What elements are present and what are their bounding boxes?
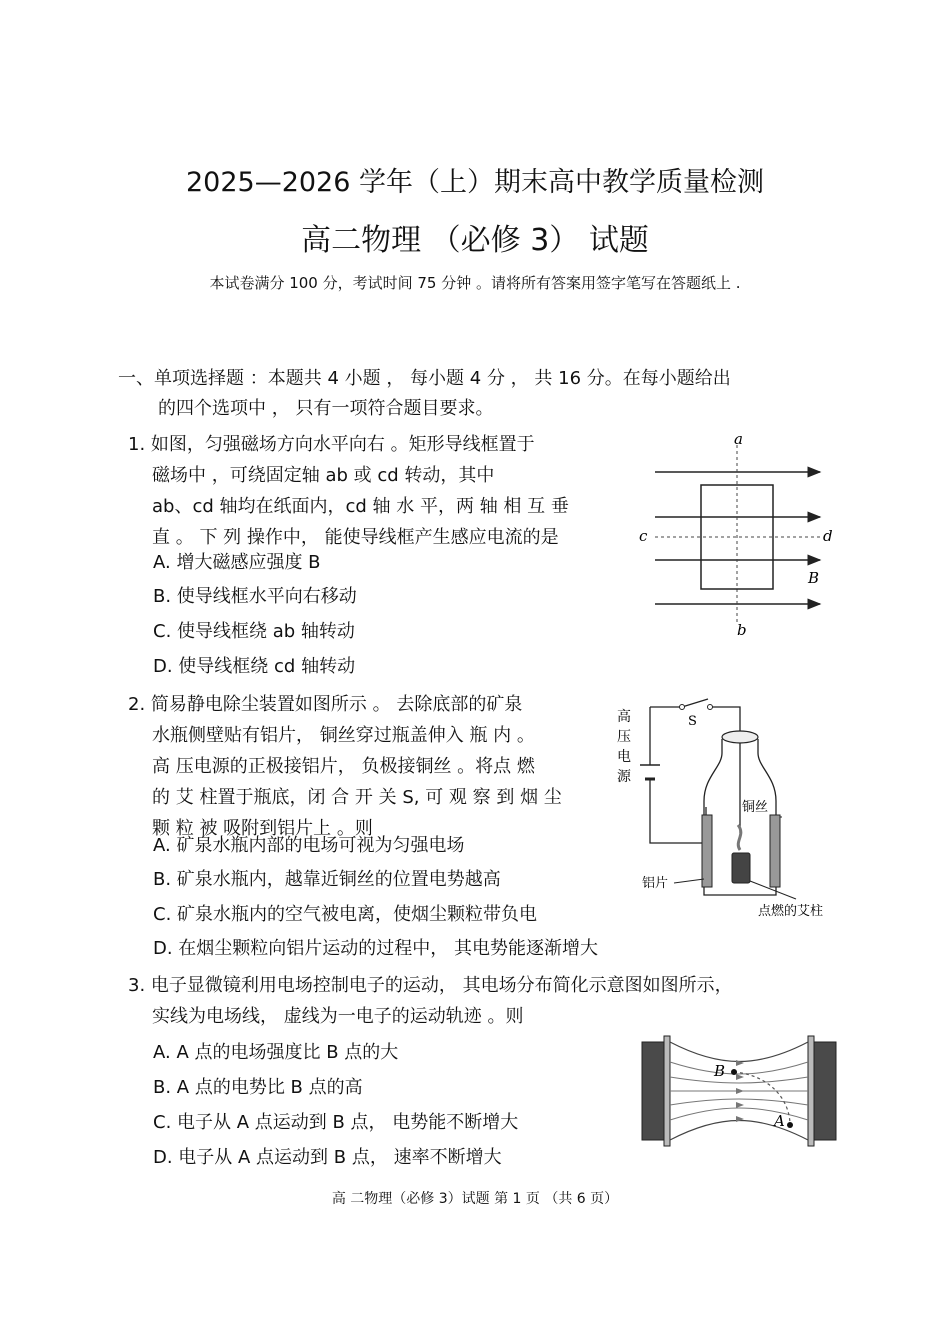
q1-line: 直 。 下 列 操作中， 能使导线框产生感应电流的是 bbox=[152, 527, 559, 548]
section-heading-line1: 一、单项选择题 ：本题共 4 小题 ， 每小题 4 分 ， 共 16 分。在每小题给出 bbox=[118, 368, 731, 389]
q3-figure bbox=[640, 1030, 840, 1155]
switch-contact bbox=[680, 705, 685, 710]
field-line-top bbox=[670, 1042, 808, 1062]
q1-option-a: A. 增大磁感应强度 B bbox=[153, 552, 321, 573]
q3-option-c: C. 电子从 A 点运动到 B 点， 电势能不断增大 bbox=[153, 1112, 519, 1133]
electrode-left-plate bbox=[664, 1036, 670, 1146]
exam-title: 2025—2026 学年（上）期末高中教学质量检测 bbox=[185, 167, 764, 198]
q1-option-d: D. 使导线框绕 cd 轴转动 bbox=[153, 656, 356, 677]
label-switch: S bbox=[688, 714, 697, 729]
smoke bbox=[738, 825, 741, 850]
field-arrow bbox=[736, 1102, 744, 1108]
label-power-2: 压 bbox=[617, 729, 631, 745]
label-b: b bbox=[737, 621, 747, 639]
q2-text bbox=[128, 689, 562, 844]
switch-blade bbox=[682, 699, 708, 707]
label-A: A bbox=[774, 1112, 785, 1130]
point-B bbox=[731, 1069, 737, 1075]
field-arrow bbox=[736, 1074, 744, 1080]
q2-figure bbox=[612, 695, 852, 925]
label-a: a bbox=[734, 430, 743, 448]
q1-option-b: B. 使导线框水平向右移动 bbox=[153, 586, 357, 607]
aluminum-foil bbox=[770, 815, 780, 887]
q2-line: 水瓶侧壁贴有铝片， 铜丝穿过瓶盖伸入 瓶 内 。 bbox=[152, 725, 535, 746]
page-footer: 高 二物理（必修 3）试题 第 1 页 （共 6 页） bbox=[331, 1191, 619, 1207]
section-heading-line2: 的四个选项中 ， 只有一项符合题目要求。 bbox=[158, 398, 494, 419]
electrode-right-plate bbox=[808, 1036, 814, 1146]
q2-line: 2. 简易静电除尘装置如图所示 。 去除底部的矿泉 bbox=[128, 694, 523, 715]
q1-figure bbox=[630, 430, 850, 640]
field-arrow bbox=[736, 1088, 744, 1094]
q1-line: 磁场中 ，可绕固定轴 ab 或 cd 转动，其中 bbox=[152, 465, 495, 486]
q1-text bbox=[128, 429, 569, 553]
q2-option-b: B. 矿泉水瓶内，越靠近铜丝的位置电势越高 bbox=[153, 869, 501, 890]
q2-option-d: D. 在烟尘颗粒向铝片运动的过程中， 其电势能逐渐增大 bbox=[153, 938, 599, 959]
label-moxa: 点燃的艾柱 bbox=[758, 904, 824, 919]
q3-text bbox=[128, 970, 733, 1032]
q1-option-c: C. 使导线框绕 ab 轴转动 bbox=[153, 621, 355, 642]
exam-subtitle: 高二物理 （必修 3） 试题 bbox=[301, 223, 649, 258]
label-power-1: 高 bbox=[617, 709, 631, 725]
bottle-cap bbox=[722, 731, 758, 743]
field-line-bottom bbox=[670, 1121, 808, 1141]
label-foil: 铝片 bbox=[642, 876, 669, 891]
label-copper: 铜丝 bbox=[742, 800, 769, 815]
q2-line: 的 艾 柱置于瓶底，闭 合 开 关 S, 可 观 察 到 烟 尘 bbox=[152, 787, 562, 808]
q2-option-c: C. 矿泉水瓶内的空气被电离，使烟尘颗粒带负电 bbox=[153, 904, 538, 925]
moxa-stick bbox=[732, 853, 750, 883]
label-d: d bbox=[823, 527, 833, 545]
label-B: B bbox=[714, 1062, 726, 1080]
label-power-3: 电 bbox=[617, 749, 631, 765]
exam-note: 本试卷满分 100 分，考试时间 75 分钟 。请将所有答案用签字笔写在答题纸上 . bbox=[209, 274, 741, 292]
q2-option-a: A. 矿泉水瓶内部的电场可视为匀强电场 bbox=[153, 835, 465, 856]
point-A bbox=[787, 1122, 793, 1128]
q3-option-d: D. 电子从 A 点运动到 B 点， 速率不断增大 bbox=[153, 1147, 502, 1168]
aluminum-foil bbox=[702, 815, 712, 887]
q2-line: 颗 粒 被 吸附到铝片上 。则 bbox=[152, 818, 373, 839]
q3-line: 实线为电场线， 虚线为一电子的运动轨迹 。则 bbox=[152, 1006, 524, 1027]
q2-line: 高 压电源的正极接铝片， 负极接铜丝 。将点 燃 bbox=[152, 756, 535, 777]
label-power-4: 源 bbox=[617, 769, 631, 785]
electrode-left bbox=[642, 1042, 664, 1140]
label-c: c bbox=[639, 527, 648, 545]
electrode-right bbox=[814, 1042, 836, 1140]
switch-contact bbox=[708, 705, 713, 710]
q1-line: ab、cd 轴均在纸面内，cd 轴 水 平，两 轴 相 互 垂 bbox=[152, 496, 569, 517]
wire bbox=[650, 779, 706, 843]
q1-line: 1. 如图，匀强磁场方向水平向右 。矩形导线框置于 bbox=[128, 434, 535, 455]
q3-option-a: A. A 点的电场强度比 B 点的大 bbox=[153, 1042, 399, 1063]
q3-line: 3. 电子显微镜利用电场控制电子的运动， 其电场分布简化示意图如图所示， bbox=[128, 975, 733, 996]
pointer bbox=[674, 879, 704, 883]
q3-option-b: B. A 点的电势比 B 点的高 bbox=[153, 1077, 363, 1098]
label-B: B bbox=[808, 569, 820, 587]
